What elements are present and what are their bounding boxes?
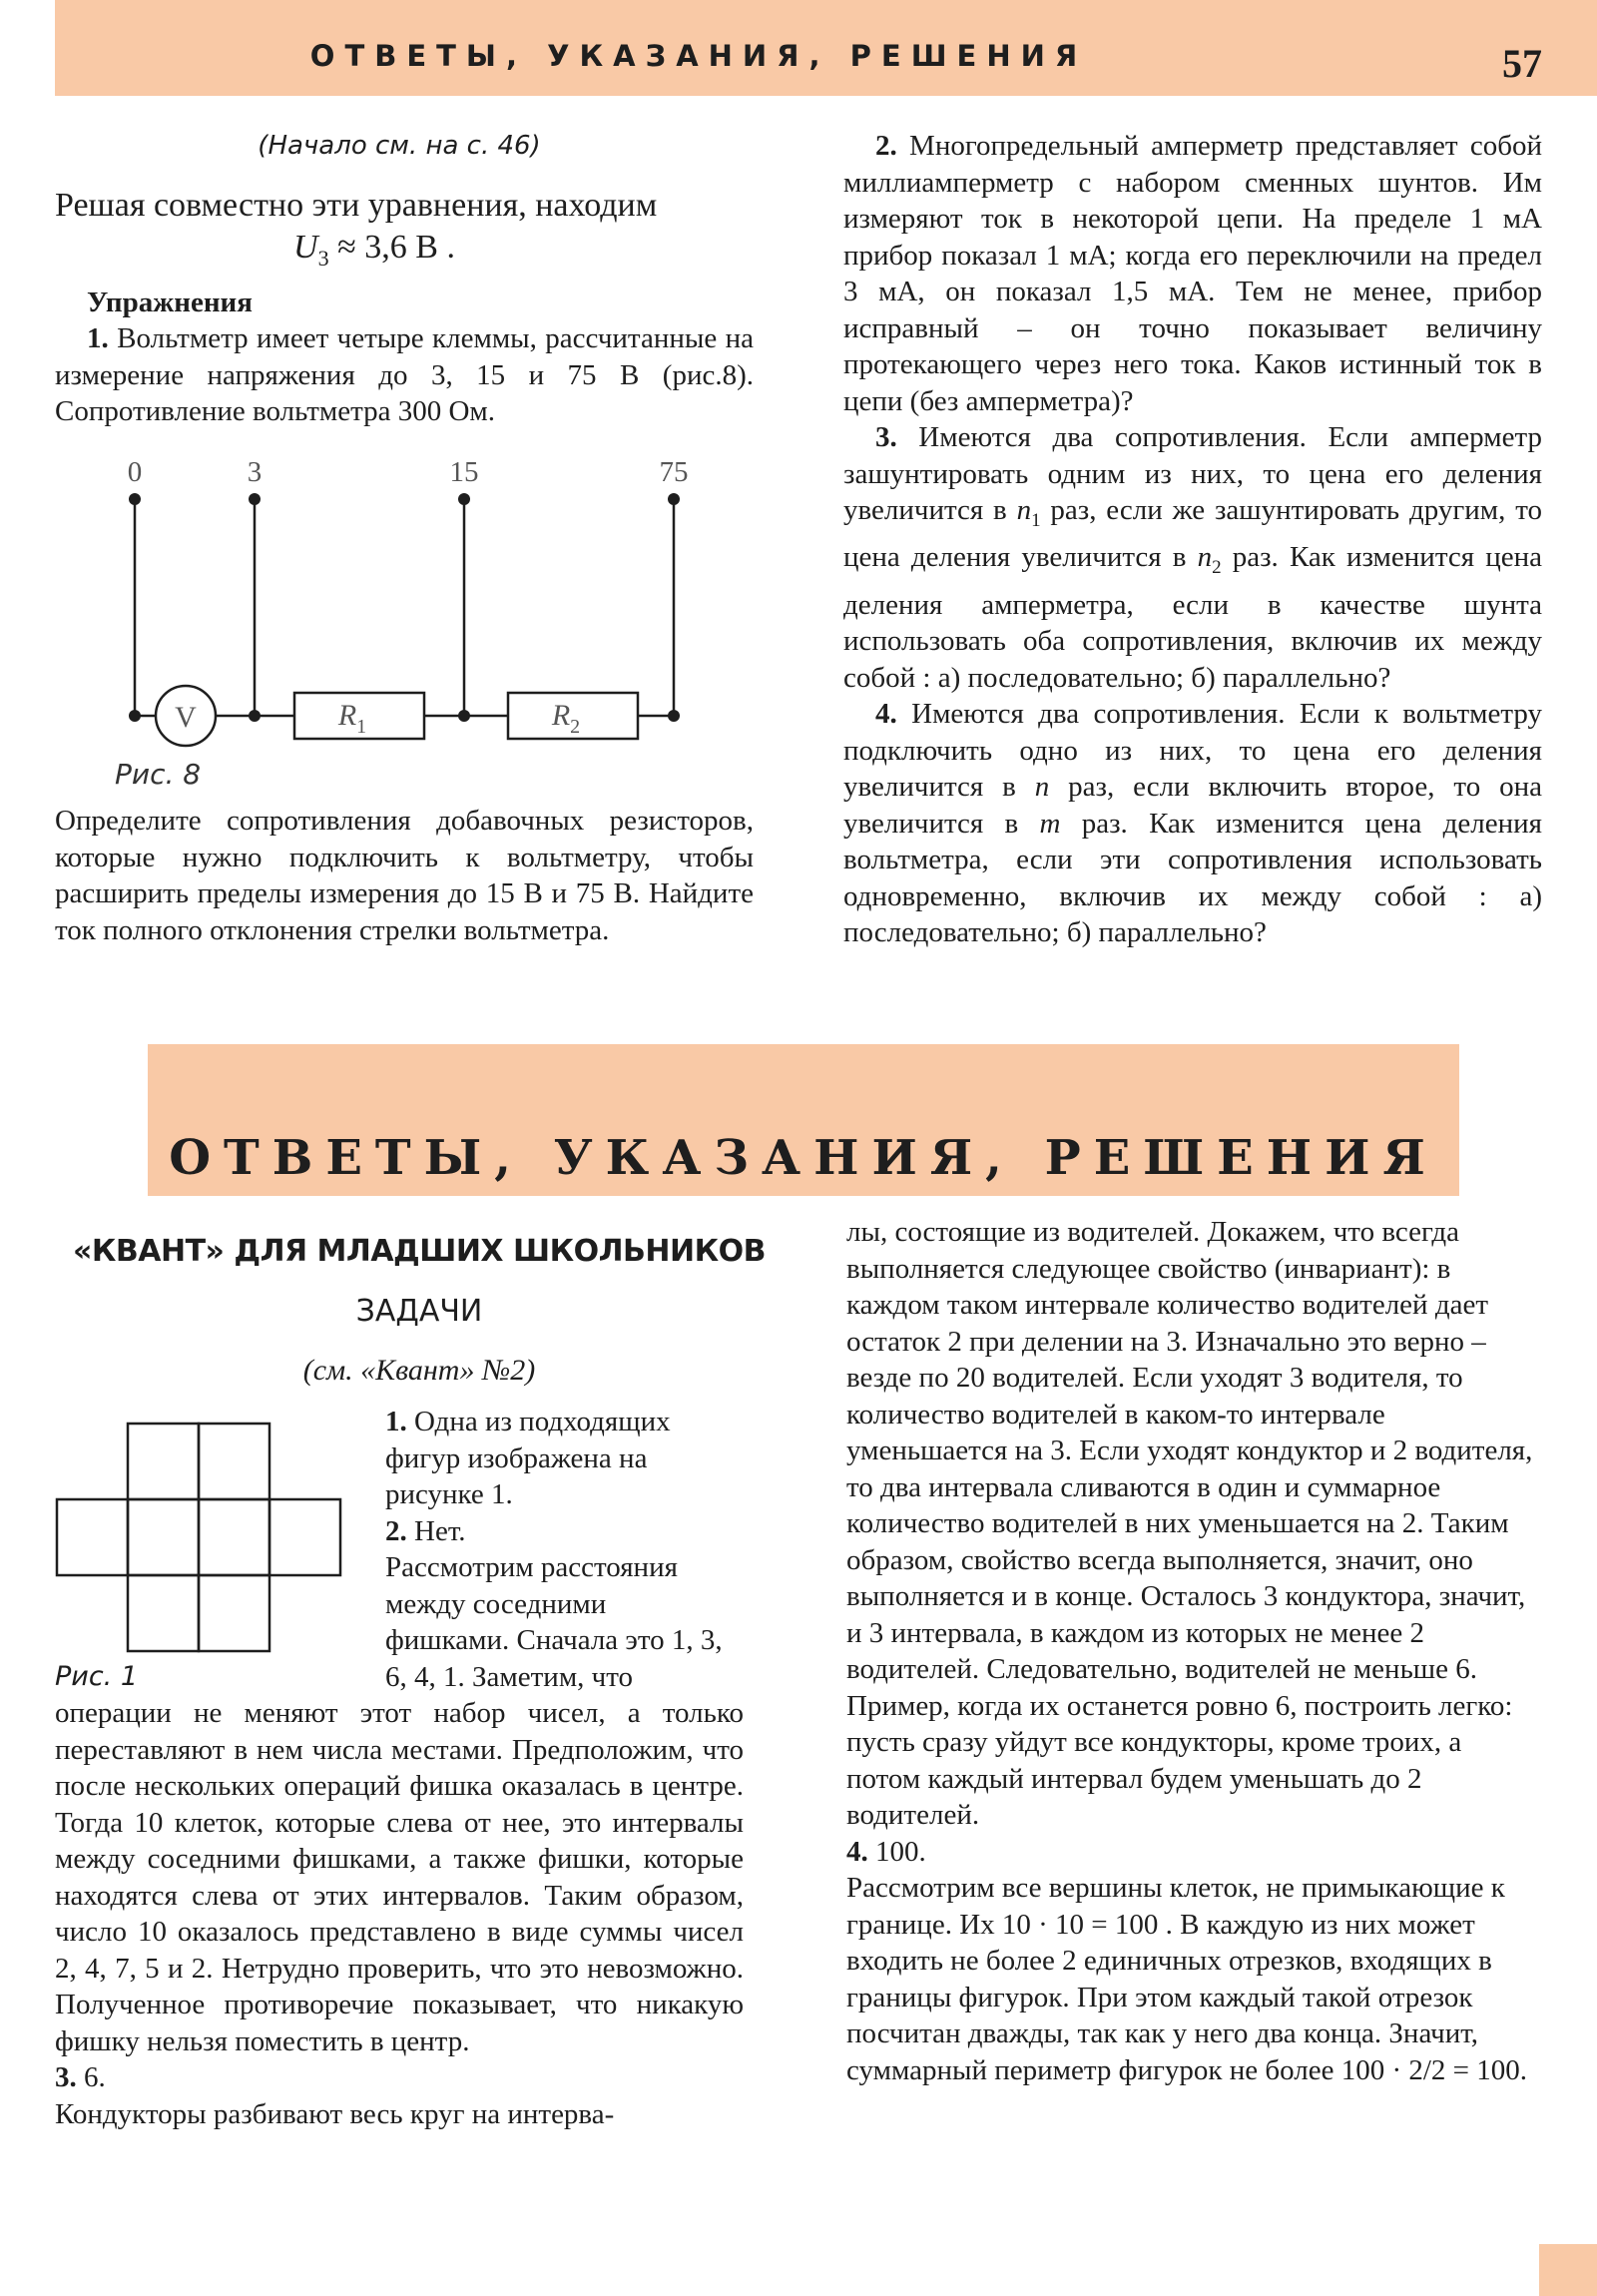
formula: $U_3 \approx 3,6$ В . — [293, 229, 455, 271]
voltmeter-circuit-figure — [55, 449, 754, 799]
section-band — [148, 1044, 1459, 1196]
grid-cells — [57, 1424, 340, 1651]
figure-8-caption: Рис. 8 — [115, 758, 202, 791]
resistor-r2-label: $R_2$ — [551, 699, 581, 738]
answer-4-body: Рассмотрим все вершины клеток, не примыкающие к границе. Их 10 · 10 = 100 . В каждую из них может входить не более 2 единичных отрезков, входящих в границы фигурок. При этом каждый такой отрезок посчитан дважды, так как у него два конца. Значит, суммарный периметр фигурок не более 100 · 2/2 = 100. — [846, 1872, 1528, 2086]
continued-note: (Начало см. на с. 46) — [258, 131, 541, 161]
answer-3-body: Кондукторы разбивают весь круг на интерва- — [55, 2097, 615, 2130]
terminal-label-15: 15 — [449, 456, 479, 488]
corner-tab — [1539, 2244, 1597, 2296]
exercise-1-continued — [55, 803, 754, 948]
answer-2-body: операции не меняют этот набор чисел, а только переставляют в нем числа местами. Предположим, что после нескольких операций фишка оказалась в центре. Тогда 10 клеток, которые слева от нее, это интервалы между соседними фишками, а также фишки, которые находятся слева от этих интервалов. Таким образом, число 10 оказалось представлено в виде суммы чисел 2, 4, 7, 5 и 2. Нетрудно проверить, что это невозможно. Полученное противоречие показывает, что никакую фишку нельзя поместить в центр. — [55, 1697, 744, 2057]
answer-3: 3. 6. — [55, 2061, 106, 2093]
top-left-column — [55, 128, 754, 430]
page-number: 57 — [1502, 41, 1542, 86]
bottom-left-column — [55, 1695, 744, 2132]
exercise-2: 2. Многопредельный амперметр представляет собой миллиамперметр с набором сменных шунтов. Им измеряют ток в некоторой цепи. На пределе 1 мА прибор показал 1 мА; когда его переключили на предел 3 мА, он показал 1,5 мА. Тем не менее, прибор исправный – он точно показывает величину протекающего через него тока. Каков истинный ток в цепи (без амперметра)? — [843, 130, 1542, 417]
terminal-label-75: 75 — [659, 456, 689, 488]
intro-line: Решая совместно эти уравнения, находим — [55, 187, 658, 224]
header-title: ОТВЕТЫ, УКАЗАНИЯ, РЕШЕНИЯ — [309, 39, 1088, 73]
exercise-1: 1. Вольтметр имеет четыре клеммы, рассчитанные на измерение напряжения до 3, 15 и 75 В (рис.8). Сопротивление вольтметра 300 Ом. — [55, 322, 754, 428]
issue-reference: (см. «Квант» №2) — [302, 1354, 536, 1387]
voltmeter-label: V — [175, 701, 197, 734]
top-right-column — [843, 128, 1542, 951]
exercise-4: 4. Имеются два сопротивления. Если к вольтметру подключить одно из них, то цена его деления увеличится в n раз, если включить второе, то она увеличится в m раз. Как изменится цена деления вольтметра, если эти сопротивления использовать одновременно, включив их между собой : а) последовательно; б) параллельно? — [843, 698, 1543, 949]
figure-1-caption: Рис. 1 — [55, 1661, 139, 1692]
terminal-labels — [128, 456, 689, 488]
section-title: ОТВЕТЫ, УКАЗАНИЯ, РЕШЕНИЯ — [169, 1130, 1438, 1186]
tasks-heading: ЗАДАЧИ — [355, 1294, 483, 1329]
exercise-1-continued-text: Определите сопротивления добавочных резисторов, которые нужно подключить к вольтметру, чтобы расширить пределы измерения до 15 В и 75 В. Найдите ток полного отклонения стрелки вольтметра. — [55, 805, 754, 946]
resistor-r1-label: $R_1$ — [337, 699, 367, 738]
exercises-heading: Упражнения — [87, 286, 253, 318]
terminal-label-0: 0 — [127, 456, 143, 488]
answer-4: 4. 100. — [846, 1835, 926, 1868]
terminal-label-3: 3 — [247, 456, 263, 488]
kvant-heading: «КВАНТ» ДЛЯ МЛАДШИХ ШКОЛЬНИКОВ — [73, 1234, 766, 1269]
answer-1: 1. Одна из подходящих фигур изображена на рисунке 1. — [385, 1406, 671, 1510]
bottom-right-column — [846, 1214, 1535, 2088]
terminal-nodes — [129, 493, 680, 722]
answer-2-body-start: Рассмотрим расстояния между соседними фишками. Сначала это 1, 3, 6, 4, 1. Заметим, что — [385, 1551, 723, 1693]
circuit-wires — [135, 499, 674, 746]
exercise-3: 3. Имеются два сопротивления. Если амперметр зашунтировать одним из них, то цена его деления увеличится в $n_1$ раз, если же зашунтировать другим, то цена деления увеличится в $n_2$ раз. Как изменится цена деления амперметра, если в качестве шунта использовать оба сопротивления, включив их между собой : а) последовательно; б) параллельно? — [843, 421, 1542, 694]
answer-2: 2. Нет. — [385, 1514, 466, 1547]
answers-wrap-column — [385, 1404, 731, 1695]
answer-3-continued: лы, состоящие из водителей. Докажем, что всегда выполняется следующее свойство (инвариант): в каждом таком интервале количество водителей дает остаток 2 при делении на 3. Изначально это верно – везде по 20 водителей. Если уходят 3 водителя, то количество водителей в каком-то интервале уменьшается на 3. Если уходят кондуктор и 2 водителя, то два интервала сливаются в один и суммарное количество водителей в них уменьшается на 2. Таким образом, свойство всегда выполняется, значит, оно выполняется и в конце. Осталось 3 кондуктора, значит, и 3 интервала, в каждом из которых не менее 2 водителей. Следовательно, водителей не меньше 6. Пример, когда их останется ровно 6, построить легко: пусть сразу уйдут все кондукторы, кроме троих, а потом каждый интервал будем уменьшать до 2 водителей. — [846, 1216, 1533, 1831]
